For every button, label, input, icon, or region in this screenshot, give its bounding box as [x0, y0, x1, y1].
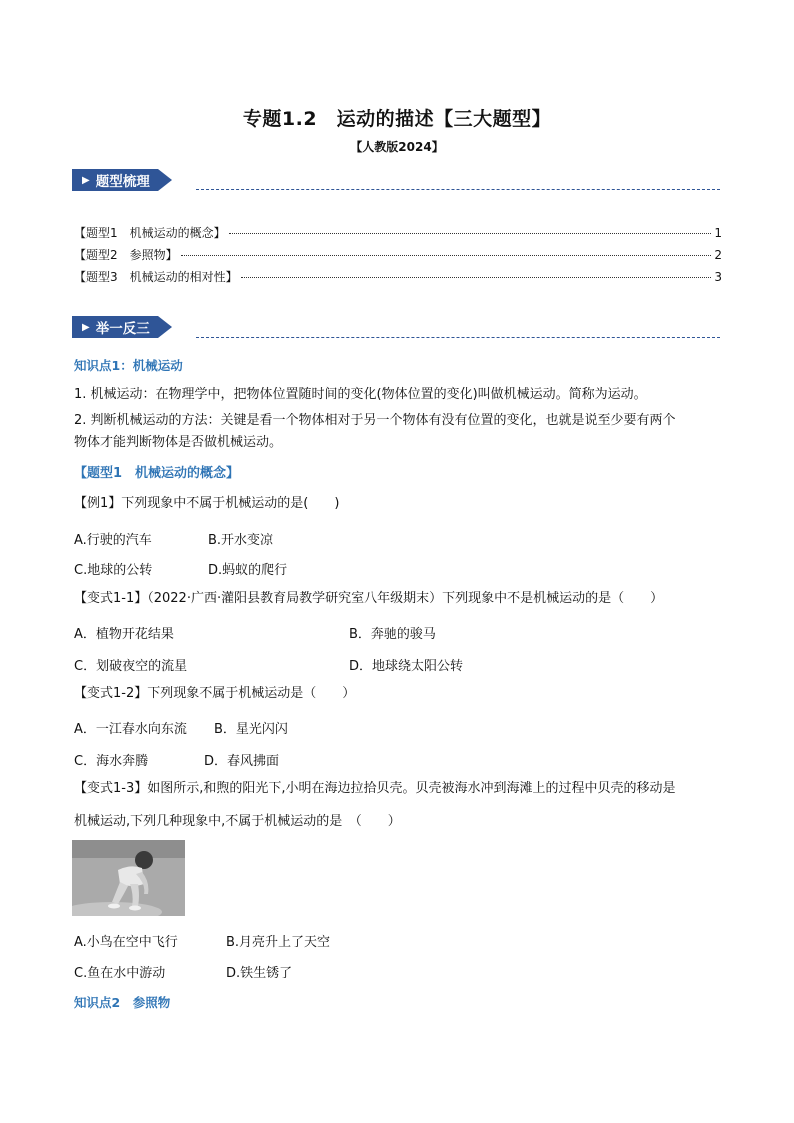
banner-divider: [196, 189, 720, 190]
variant-1-1-stem: 【变式1-1】（2022·广西·灌阳县教育局教学研究室八年级期末）下列现象中不是机械运动的是（ ）: [74, 591, 664, 606]
play-icon: ▶: [82, 174, 90, 186]
variant-1-3-stem-line1: 【变式1-3】如图所示,和煦的阳光下,小明在海边拉拾贝壳。贝壳被海水冲到海滩上的过程中贝壳的移动是: [74, 781, 676, 796]
knowledge-para-2a: 2. 判断机械运动的方法：关键是看一个物体相对于另一个物体有没有位置的变化，也就是说至少要有两个: [74, 413, 676, 428]
variant-1-3-stem-line2: 机械运动,下列几种现象中,不属于机械运动的是 （ ）: [74, 814, 401, 829]
toc-item-3[interactable]: [74, 268, 722, 285]
page-subtitle: 【人教版2024】: [350, 140, 444, 154]
toc-label: 【题型2 参照物】: [74, 248, 178, 262]
option-c: C．划破夜空的流星: [74, 659, 188, 674]
toc-leader: [181, 255, 712, 256]
option-c: C.地球的公转: [74, 563, 153, 578]
play-icon: ▶: [82, 321, 90, 333]
option-d: D．地球绕太阳公转: [349, 659, 464, 674]
knowledge-point-1: 知识点1：机械运动: [74, 358, 183, 373]
toc-label: 【题型1 机械运动的概念】: [74, 226, 226, 240]
banner-examples-label: 举一反三: [95, 321, 150, 337]
option-b: B．奔驰的骏马: [349, 627, 436, 642]
toc-page: 1: [714, 226, 722, 240]
option-d: D.蚂蚁的爬行: [208, 563, 288, 578]
knowledge-point-2: 知识点2 参照物: [74, 995, 171, 1010]
toc-page: 3: [714, 270, 722, 284]
option-a: A．植物开花结果: [74, 627, 174, 642]
option-c: C.鱼在水中游动: [74, 966, 166, 981]
toc-item-1[interactable]: [74, 224, 722, 241]
example-1-stem: 【例1】下列现象中不属于机械运动的是( ): [74, 496, 340, 511]
option-b: B.月亮升上了天空: [226, 935, 331, 950]
option-a: A．一江春水向东流: [74, 722, 187, 737]
toc-leader: [241, 277, 712, 278]
option-a: A.行驶的汽车: [74, 533, 152, 548]
knowledge-para-2b: 物体才能判断物体是否做机械运动。: [74, 435, 283, 450]
option-b: B．星光闪闪: [214, 722, 288, 737]
page-title: 专题1.2 运动的描述【三大题型】: [242, 108, 552, 130]
beach-photo: [72, 840, 185, 916]
toc-item-2[interactable]: [74, 246, 722, 263]
option-c: C．海水奔腾: [74, 754, 149, 769]
banner-toc-label: 题型梳理: [95, 174, 150, 190]
toc-label: 【题型3 机械运动的相对性】: [74, 270, 238, 284]
option-d: D．春风拂面: [204, 754, 280, 769]
knowledge-para-1: 1. 机械运动：在物理学中，把物体位置随时间的变化(物体位置的变化)叫做机械运动。简称为运动。: [74, 387, 647, 402]
banner-arrow: [158, 169, 172, 191]
banner-divider: [196, 337, 720, 338]
variant-1-2-stem: 【变式1-2】下列现象不属于机械运动是（ ）: [74, 686, 356, 701]
toc-page: 2: [714, 248, 722, 262]
banner-arrow: [158, 316, 172, 338]
type-1-heading: 【题型1 机械运动的概念】: [74, 466, 240, 481]
toc-leader: [229, 233, 712, 234]
option-d: D.铁生锈了: [226, 966, 293, 981]
option-a: A.小鸟在空中飞行: [74, 935, 178, 950]
banner-examples: [72, 316, 172, 338]
option-b: B.开水变凉: [208, 533, 274, 548]
banner-toc: [72, 169, 172, 191]
